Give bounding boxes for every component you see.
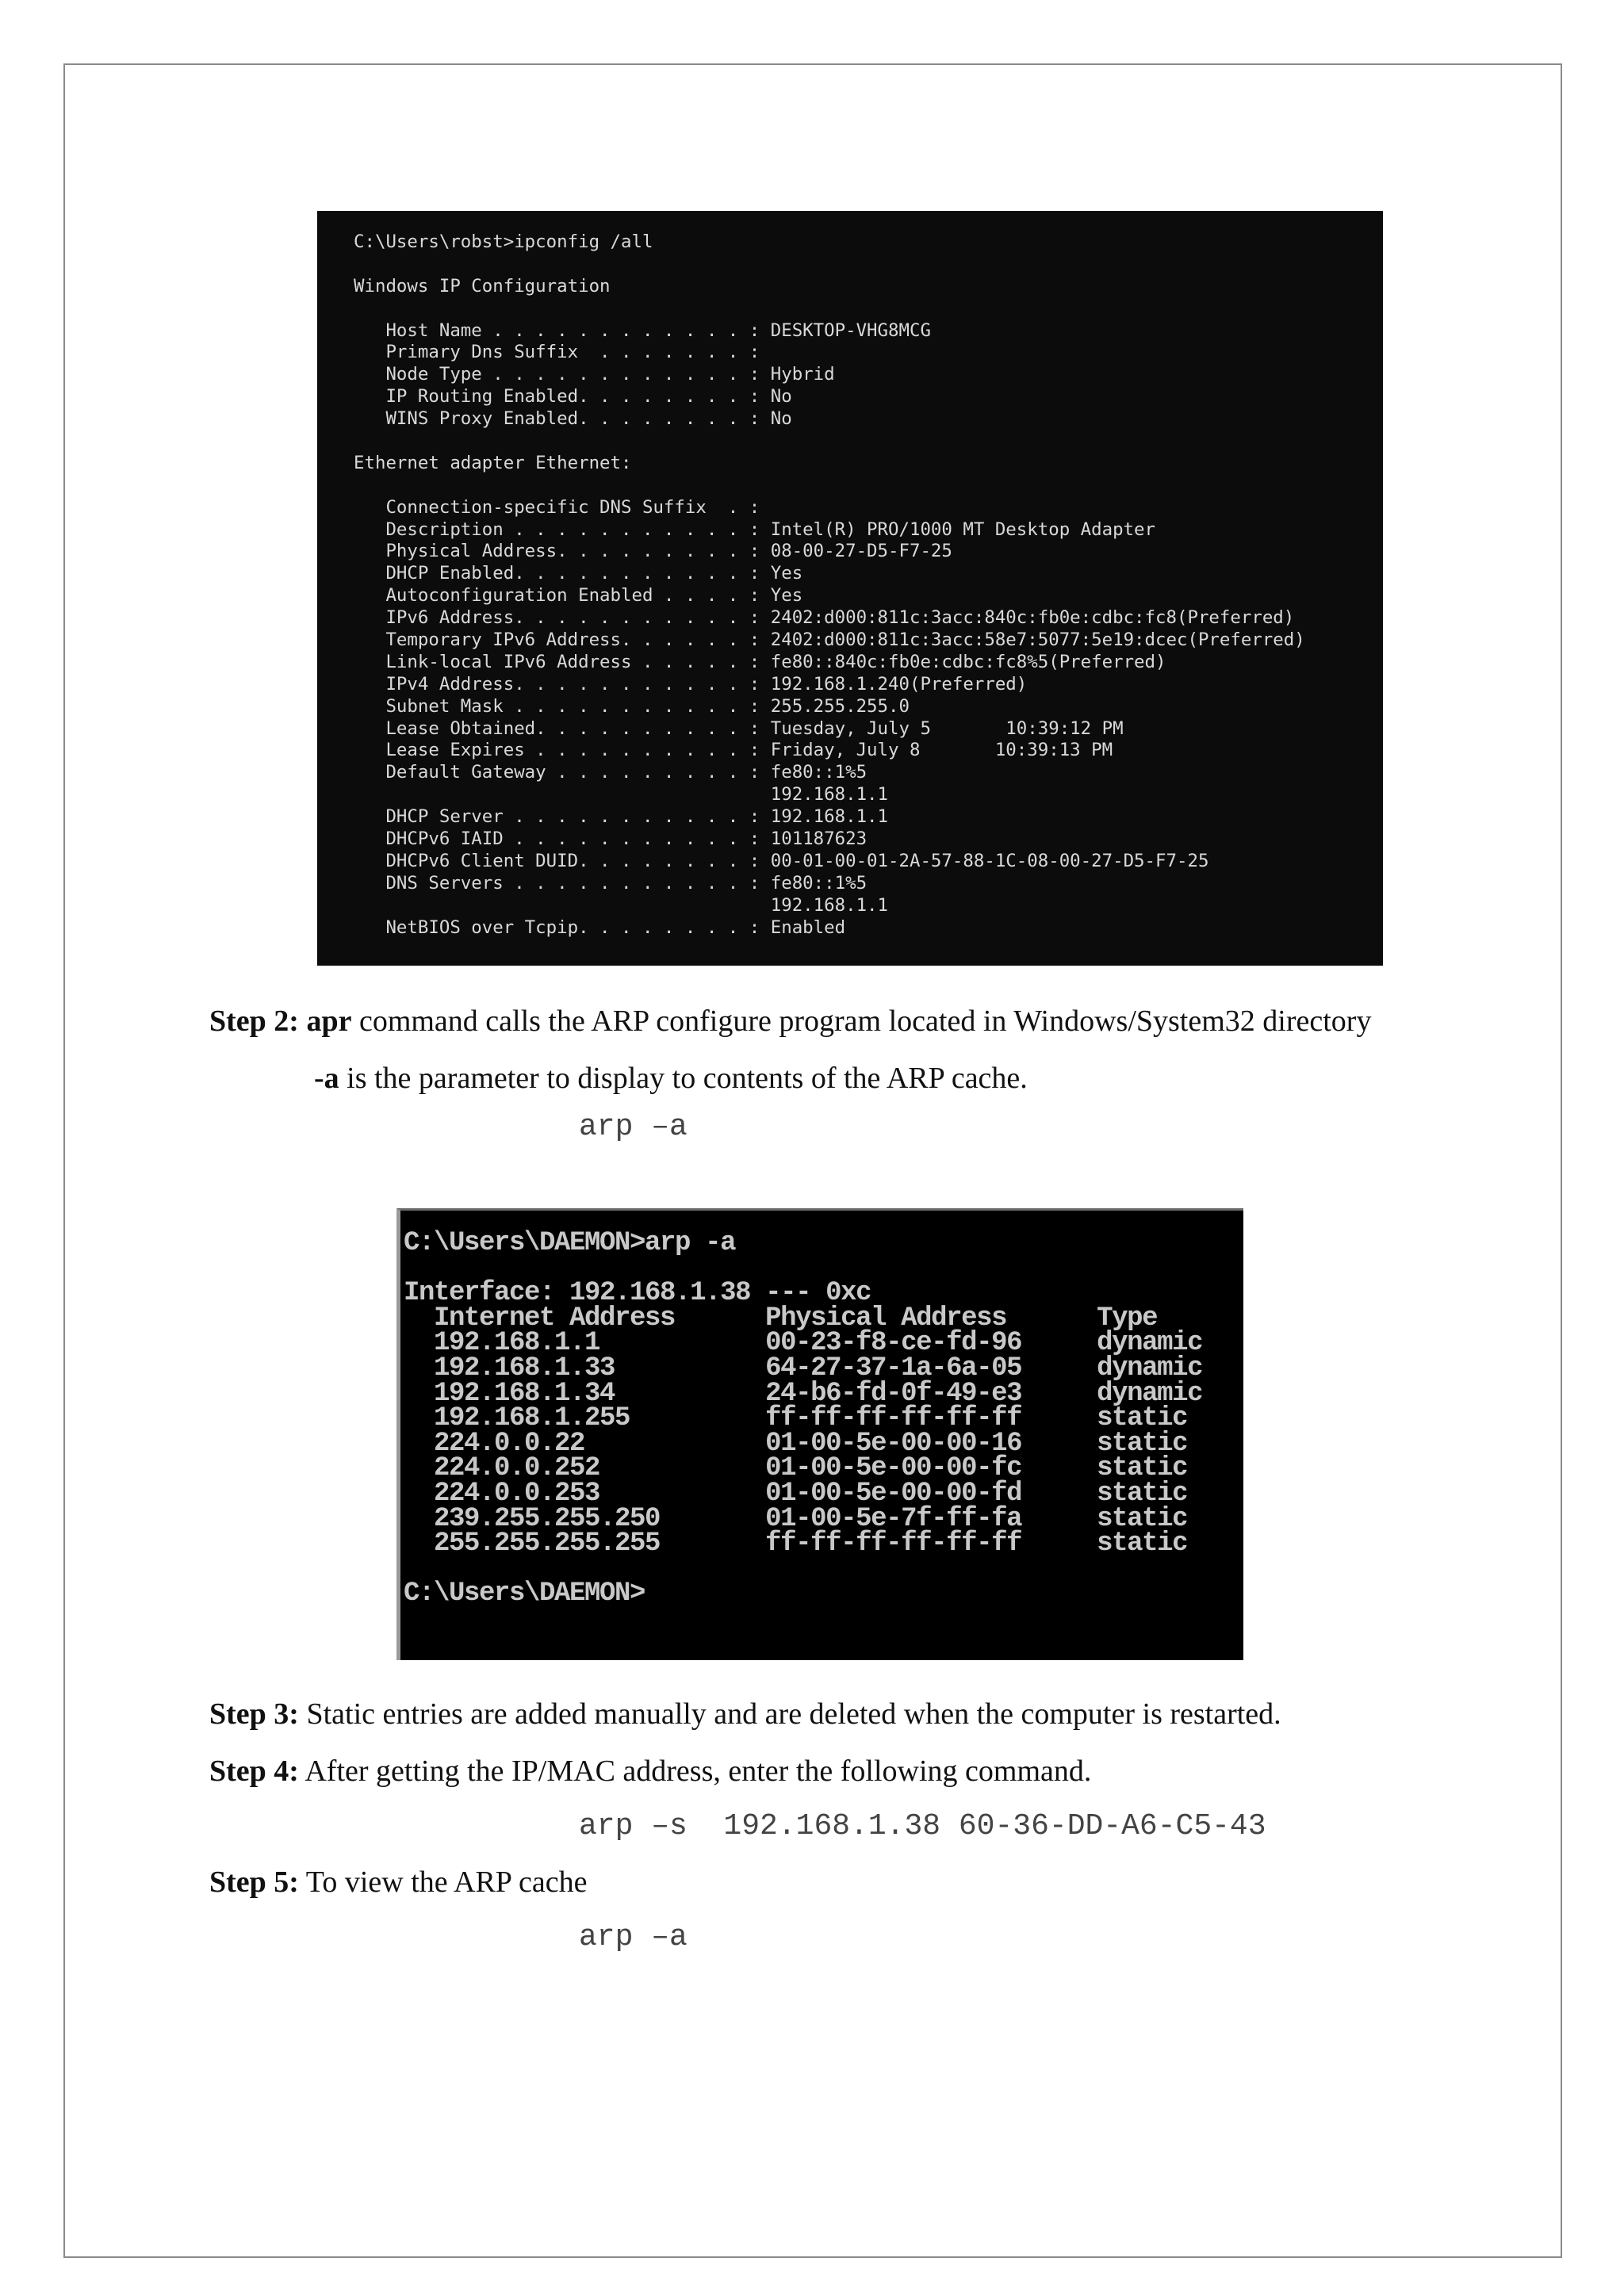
arp-output-line: C:\Users\DAEMON> — [404, 1578, 645, 1609]
step5-label: Step 5: — [209, 1866, 299, 1899]
ipconfig-output-line: 192.168.1.1 — [354, 894, 889, 916]
step2-paragraph — [209, 1004, 1371, 1039]
ipconfig-output-line: Primary Dns Suffix . . . . . . . : — [354, 342, 760, 363]
step5-paragraph — [209, 1865, 588, 1900]
arp-terminal-screenshot — [396, 1208, 1243, 1660]
step3-text: Static entries are added manually and are deleted when the computer is restarted. — [298, 1697, 1281, 1731]
arp-output-line: 192.168.1.255 ff-ff-ff-ff-ff-ff static — [404, 1403, 1188, 1434]
step3-label: Step 3: — [209, 1697, 299, 1731]
step2-label: Step 2: — [209, 1004, 299, 1038]
ipconfig-output-line: Physical Address. . . . . . . . . : 08-00-27-D5-F7-25 — [354, 541, 952, 562]
ipconfig-output-line: Subnet Mask . . . . . . . . . . . : 255.255.255.0 — [354, 695, 910, 717]
step2-text: command calls the ARP configure program located in Windows/System32 directory — [351, 1004, 1372, 1038]
step4-label: Step 4: — [209, 1755, 299, 1788]
arp-output-line: C:\Users\DAEMON>arp -a — [404, 1228, 736, 1258]
arp-output-line: Interface: 192.168.1.38 --- 0xc — [404, 1278, 871, 1309]
ipconfig-output-line: DHCPv6 IAID . . . . . . . . . . . : 101187623 — [354, 828, 868, 850]
ipconfig-output-line: Link-local IPv6 Address . . . . . : fe80::840c:fb0e:cdbc:fc8%5(Preferred) — [354, 651, 1166, 672]
step4-text: After getting the IP/MAC address, enter the following command. — [298, 1755, 1092, 1788]
ipconfig-output-line: IPv4 Address. . . . . . . . . . . : 192.168.1.240(Preferred) — [354, 673, 1028, 695]
step5-command: arp –a — [579, 1920, 688, 1954]
arp-output-line: 192.168.1.34 24-b6-fd-0f-49-e3 dynamic — [404, 1378, 1203, 1409]
ipconfig-output-line: WINS Proxy Enabled. . . . . . . . : No — [354, 408, 792, 430]
arp-output-line: 255.255.255.255 ff-ff-ff-ff-ff-ff static — [404, 1529, 1188, 1559]
ipconfig-output-line: Description . . . . . . . . . . . : Intel(R) PRO/1000 MT Desktop Adapter — [354, 519, 1156, 540]
ipconfig-output-line: C:\Users\robst>ipconfig /all — [354, 232, 653, 252]
ipconfig-output-line: Autoconfiguration Enabled . . . . : Yes — [354, 585, 803, 607]
step4-command: arp –s 192.168.1.38 60-36-DD-A6-C5-43 — [579, 1809, 1266, 1843]
ipconfig-output-line — [354, 475, 1383, 497]
ipconfig-output-line: Windows IP Configuration — [354, 275, 611, 297]
ipconfig-output-line: DHCP Enabled. . . . . . . . . . . : Yes — [354, 563, 803, 584]
ipconfig-output-line: Connection-specific DNS Suffix . : — [354, 496, 760, 518]
ipconfig-output-line: Host Name . . . . . . . . . . . . : DESKTOP-VHG8MCG — [354, 320, 931, 341]
ipconfig-output-line: IPv6 Address. . . . . . . . . . . : 2402:d000:811c:3acc:840c:fb0e:cdbc:fc8(Preferred) — [354, 607, 1295, 629]
arp-output-line: 239.255.255.250 01-00-5e-7f-ff-fa static — [404, 1503, 1188, 1534]
ipconfig-output-line: Lease Expires . . . . . . . . . . : Friday, July 8 10:39:13 PM — [354, 740, 1113, 761]
ipconfig-output-line — [354, 430, 1383, 453]
ipconfig-output-line: DHCPv6 Client DUID. . . . . . . . : 00-01-00-01-2A-57-88-1C-08-00-27-D5-F7-25 — [354, 850, 1209, 871]
arp-output-line: 224.0.0.253 01-00-5e-00-00-fd static — [404, 1478, 1188, 1509]
ipconfig-output-line — [354, 254, 1383, 276]
step3-paragraph — [209, 1697, 1281, 1732]
ipconfig-output-line: Temporary IPv6 Address. . . . . . : 2402:d000:811c:3acc:58e7:5077:5e19:dcec(Preferred) — [354, 629, 1305, 651]
ipconfig-output-line: DNS Servers . . . . . . . . . . . : fe80::1%5 — [354, 872, 868, 894]
ipconfig-output-line: DHCP Server . . . . . . . . . . . : 192.168.1.1 — [354, 806, 889, 828]
arp-output-line: 224.0.0.252 01-00-5e-00-00-fc static — [404, 1453, 1188, 1484]
step2-param-text: is the parameter to display to contents of the ARP cache. — [339, 1062, 1028, 1095]
step2-command: arp –a — [579, 1110, 688, 1144]
ipconfig-output-line: Node Type . . . . . . . . . . . . : Hybrid — [354, 364, 835, 385]
arp-output-line: Internet Address Physical Address Type — [404, 1303, 1158, 1334]
step2-param-paragraph — [314, 1061, 1028, 1096]
step5-text: To view the ARP cache — [298, 1866, 588, 1899]
ipconfig-output-line: 192.168.1.1 — [354, 784, 889, 806]
step4-paragraph — [209, 1754, 1091, 1789]
ipconfig-output-line: NetBIOS over Tcpip. . . . . . . . : Enabled — [354, 916, 846, 938]
ipconfig-output-line: Lease Obtained. . . . . . . . . . : Tuesday, July 5 10:39:12 PM — [354, 718, 1124, 739]
step2-param: -a — [314, 1062, 339, 1095]
step2-command-name: apr — [306, 1004, 352, 1038]
ipconfig-output-line: IP Routing Enabled. . . . . . . . : No — [354, 386, 792, 408]
ipconfig-output-line: Default Gateway . . . . . . . . . : fe80::1%5 — [354, 762, 868, 783]
ipconfig-terminal-screenshot — [317, 211, 1383, 966]
arp-output-line: 224.0.0.22 01-00-5e-00-00-16 static — [404, 1428, 1188, 1459]
arp-output-line: 192.168.1.33 64-27-37-1a-6a-05 dynamic — [404, 1353, 1203, 1383]
ipconfig-output-line: Ethernet adapter Ethernet: — [354, 452, 632, 473]
ipconfig-output-line — [354, 298, 1383, 320]
arp-output-line: 192.168.1.1 00-23-f8-ce-fd-96 dynamic — [404, 1328, 1203, 1359]
